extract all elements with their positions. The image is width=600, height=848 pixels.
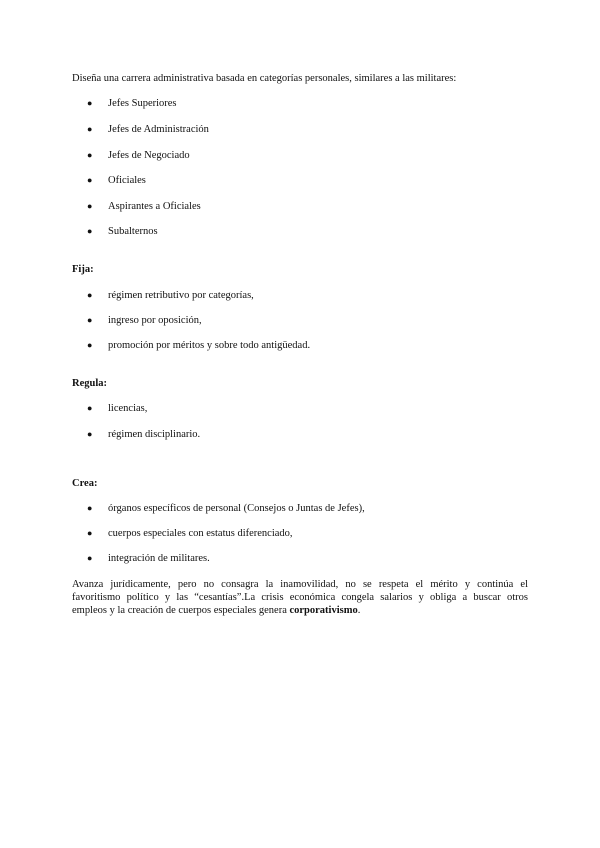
list-item-text: licencias, — [108, 403, 148, 414]
bullet-icon: ● — [87, 403, 93, 413]
bullet-icon: ● — [87, 553, 93, 563]
list-item — [87, 149, 190, 162]
list-item-text: régimen retributivo por categorías, — [108, 290, 254, 301]
list-item-text: Oficiales — [108, 175, 146, 186]
paragraph-line — [72, 604, 528, 617]
bullet-icon: ● — [87, 226, 93, 236]
list-item — [87, 97, 177, 110]
list-item-text: cuerpos especiales con estatus diferenciado, — [108, 528, 293, 539]
list-item-text: Jefes Superiores — [108, 98, 177, 109]
closing-paragraph — [72, 578, 528, 617]
list-item-text: Jefes de Negociado — [108, 150, 190, 161]
bullet-icon: ● — [87, 201, 93, 211]
list-item-text: integración de militares. — [108, 553, 210, 564]
bullet-icon: ● — [87, 124, 93, 134]
list-item-text: promoción por méritos y sobre todo antigüedad. — [108, 340, 311, 351]
list-item — [87, 428, 200, 441]
list-item — [87, 200, 201, 213]
list-item — [87, 314, 202, 327]
list-item — [87, 402, 147, 415]
list-item-text: Aspirantes a Oficiales — [108, 201, 201, 212]
bullet-icon: ● — [87, 315, 93, 325]
paragraph-text: empleos y la creación de cuerpos especiales genera — [72, 605, 290, 616]
list-item — [87, 123, 209, 136]
list-item — [87, 527, 293, 540]
list-item — [87, 174, 146, 187]
list-item-text: ingreso por oposición, — [108, 315, 202, 326]
bullet-icon: ● — [87, 175, 93, 185]
bullet-icon: ● — [87, 290, 93, 300]
list-item-text: Subalternos — [108, 226, 158, 237]
list-item-text: Jefes de Administración — [108, 124, 209, 135]
intro-text: Diseña una carrera administrativa basada en categorías personales, similares a las militares: — [72, 73, 457, 84]
section-heading-regula: Regula: — [72, 378, 107, 389]
paragraph-line: favoritismo político y las “cesantías”.La crisis económica congela salarios y obliga a buscar otros — [72, 592, 528, 603]
list-item — [87, 289, 254, 302]
bullet-icon: ● — [87, 340, 93, 350]
paragraph-line: Avanza jurídicamente, pero no consagra la inamovilidad, no se respeta el mérito y continúa el — [72, 579, 528, 590]
section-heading-crea: Crea: — [72, 478, 98, 489]
list-item — [87, 339, 310, 352]
bullet-icon: ● — [87, 429, 93, 439]
list-item-text: órganos específicos de personal (Consejos o Juntas de Jefes), — [108, 503, 365, 514]
list-item — [87, 502, 365, 515]
bullet-icon: ● — [87, 150, 93, 160]
section-heading-fija: Fija: — [72, 264, 94, 275]
bullet-icon: ● — [87, 528, 93, 538]
emphasis-corporativismo: corporativismo — [289, 605, 358, 616]
list-item — [87, 225, 158, 238]
bullet-icon: ● — [87, 98, 93, 108]
paragraph-text: . — [357, 605, 361, 616]
list-item-text: régimen disciplinario. — [108, 429, 201, 440]
list-item — [87, 552, 210, 565]
bullet-icon: ● — [87, 503, 93, 513]
